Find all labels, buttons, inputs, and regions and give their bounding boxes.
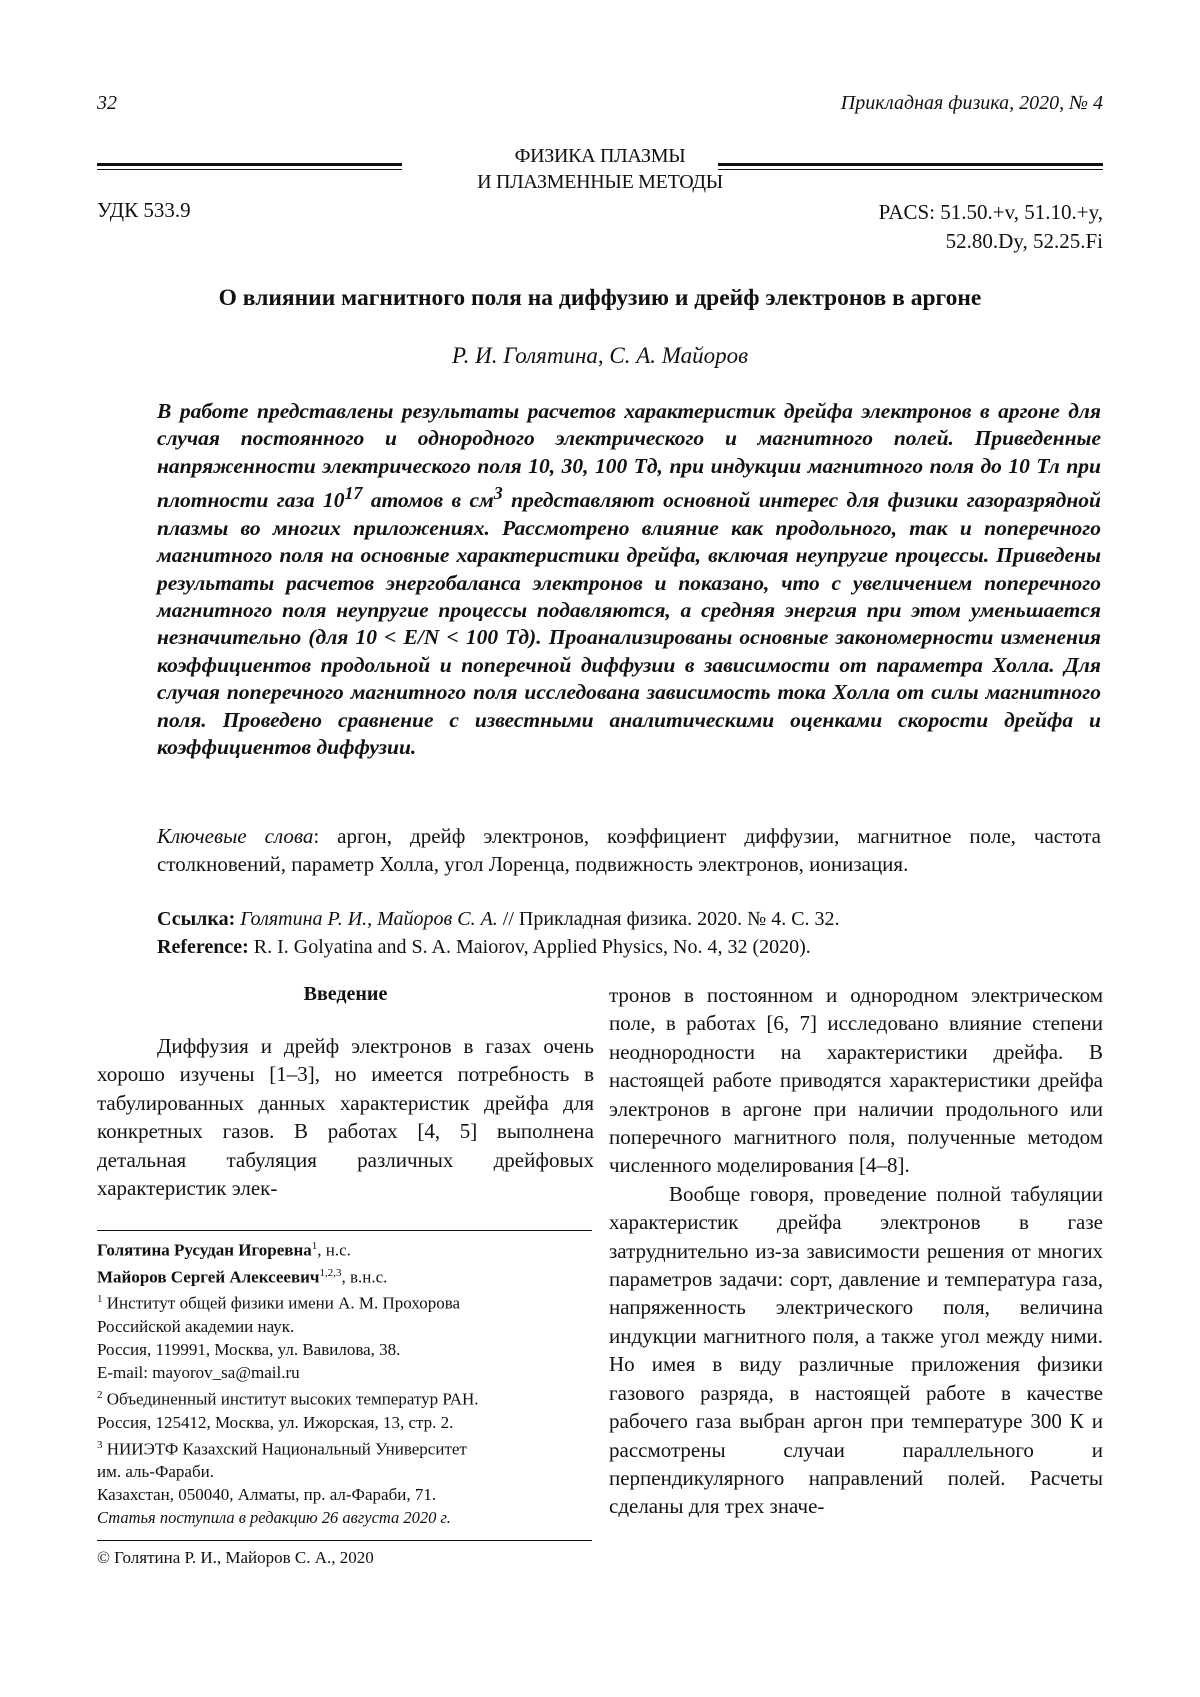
abstract-part-1: В работе представлены результаты расчетов характеристик дрейфа электронов в аргоне для случая постоянного и однородного электрического и магнитного полей. Приведенные напряженности электрического поля 10, 30, 100 Тд, при индукции магнитного поля до 10 Тл при плотности газа 10 — [157, 399, 1101, 513]
footnote-author-2 — [97, 1262, 592, 1289]
author-footnotes — [97, 1235, 592, 1529]
affiliation-3-line-1 — [97, 1434, 592, 1461]
section-rule-left — [97, 163, 402, 170]
intro-right-paragraph-1: тронов в постоянном и однородном электрическом поле, в работах [6, 7] исследовано влияние степени неоднородности на характеристики дрейфа. В настоящей работе приводятся характеристики дрейфа электронов в аргоне при наличии продольного или поперечного магнитного поля, полученные методом численного моделирования [4–8]. — [609, 983, 1103, 1178]
intro-heading: Введение — [303, 983, 388, 1005]
affiliation-2-line-1 — [97, 1384, 592, 1411]
footnote-rule — [97, 1230, 592, 1231]
keywords-label: Ключевые слова — [157, 824, 314, 848]
keywords-text: : аргон, дрейф электронов, коэффициент диффузии, магнитное поле, частота столкновений, параметр Холла, угол Лоренца, подвижность электронов, ионизация. — [157, 824, 1101, 876]
author-1-sup: 1 — [311, 1240, 318, 1252]
citation-en-rest: R. I. Golyatina and S. A. Maiorov, Applied Physics, No. 4, 32 (2020). — [248, 936, 811, 958]
right-column-text — [609, 981, 1103, 1521]
affiliation-3-name: НИИЭТФ Казахский Национальный Университет — [102, 1439, 467, 1459]
author-1-name: Голятина Русудан Игоревна — [97, 1240, 312, 1260]
affiliation-3-sup: 3 — [97, 1438, 103, 1451]
abstract-part-3: представляют основной интерес для физики газоразрядной плазмы во многих приложениях. Рассмотрено влияние как продольного, так и поперечного магнитного поля на основные характеристики дрейфа, включая неупругие процессы. Приведены результаты расчетов энергобаланса электронов и показано, что с увеличением поперечного магнитного поля неупругие процессы подавляются, а средняя энергия при этом уменьшается незначительно (для 10 < E/N < 100 Тд). Проанализированы основные закономерности изменения коэффициентов продольной и поперечной диффузии в зависимости от параметра Холла. Для случая поперечного магнитного поля исследована зависимость тока Холла от силы магнитного поля. Проведено сравнение с известными аналитическими оценками скорости дрейфа и коэффициентов диффузии. — [157, 488, 1101, 760]
keywords — [157, 822, 1101, 878]
affiliation-3-line-2: им. аль-Фараби. — [97, 1462, 214, 1482]
author-2-rank: , в.н.с. — [341, 1267, 388, 1287]
abstract-sup-1: 17 — [344, 483, 363, 504]
intro-left-paragraph: Диффузия и дрейф электронов в газах очень хорошо изучены [1–3], но имеется потребность в табулированных данных характеристик дрейфа для конкретных газов. В работах [4, 5] выполнена детальная табуляция различных дрейфовых характеристик элек- — [97, 1034, 594, 1201]
citation-ru-authors: Голятина Р. И., Майоров С. А. — [240, 908, 498, 930]
affiliation-2-name: Объединенный институт высоких температур РАН. — [102, 1389, 479, 1409]
citation-ru-rest: // Прикладная физика. 2020. № 4. С. 32. — [497, 908, 840, 930]
journal-header: Прикладная физика, 2020, № 4 — [840, 92, 1103, 114]
footnote-author-1 — [97, 1235, 592, 1262]
affiliation-2-address: Россия, 125412, Москва, ул. Ижорская, 13, стр. 2. — [97, 1412, 454, 1432]
abstract-part-2: атомов в см — [362, 488, 494, 513]
affiliation-1-line-1 — [97, 1288, 592, 1315]
author-1-rank: , н.с. — [317, 1240, 351, 1260]
affiliation-2-sup: 2 — [97, 1388, 103, 1401]
pacs-codes — [879, 198, 1103, 256]
intro-right-paragraph-2: Вообще говоря, проведение полной табуляции характеристик дрейфа электронов в газе затруднительно из-за зависимости решения от многих параметров задачи: сорт, давление и температура газа, напряженность электрического поля, величина индукции магнитного поля, а также угол между ними. Но имея в виду различные приложения физики газового разряда, в настоящей работе в качестве рабочего газа выбран аргон при температуре 300 К и рассмотрены случаи параллельного и перпендикулярного направлений полей. Расчеты сделаны для трех значе- — [609, 1181, 1103, 1519]
section-rule-right — [718, 163, 1103, 170]
paper-title: О влиянии магнитного поля на диффузию и дрейф электронов в аргоне — [218, 285, 982, 311]
pacs-line-1: PACS: 51.50.+v, 51.10.+y, — [878, 200, 1103, 224]
affiliation-1-address: Россия, 119991, Москва, ул. Вавилова, 38. — [97, 1339, 401, 1359]
received-date: Статья поступила в редакцию 26 августа 2020 г. — [97, 1508, 451, 1528]
author-2-sup: 1,2,3 — [319, 1266, 342, 1279]
abstract — [157, 398, 1101, 761]
contact-email: E-mail: mayorov_sa@mail.ru — [97, 1362, 300, 1382]
pacs-line-2: 52.80.Dy, 52.25.Fi — [945, 229, 1103, 253]
citation-block — [157, 905, 1101, 961]
citation-en — [157, 933, 1101, 961]
author-2-name: Майоров Сергей Алексеевич — [97, 1267, 320, 1287]
section-heading — [440, 143, 760, 195]
abstract-sup-2: 3 — [493, 483, 503, 504]
udk-code: УДК 533.9 — [97, 198, 191, 222]
paper-authors: Р. И. Голятина, С. А. Майоров — [451, 343, 749, 368]
section-line-1: ФИЗИКА ПЛАЗМЫ — [514, 145, 686, 167]
citation-en-label: Reference: — [157, 936, 249, 958]
copyright: © Голятина Р. И., Майоров С. А., 2020 — [97, 1548, 374, 1567]
affiliation-1-sup: 1 — [97, 1293, 103, 1306]
affiliation-1-name: Институт общей физики имени А. М. Прохорова — [102, 1293, 461, 1313]
affiliation-1-line-2: Российской академии наук. — [97, 1316, 295, 1336]
citation-ru-label: Ссылка: — [157, 908, 236, 930]
page-number: 32 — [97, 92, 117, 114]
affiliation-3-address: Казахстан, 050040, Алматы, пр. ал-Фараби, 71. — [97, 1485, 437, 1505]
left-column-text — [97, 1032, 594, 1202]
section-line-2: И ПЛАЗМЕННЫЕ МЕТОДЫ — [477, 171, 723, 193]
copyright-rule — [97, 1540, 592, 1541]
citation-ru — [157, 905, 1101, 933]
